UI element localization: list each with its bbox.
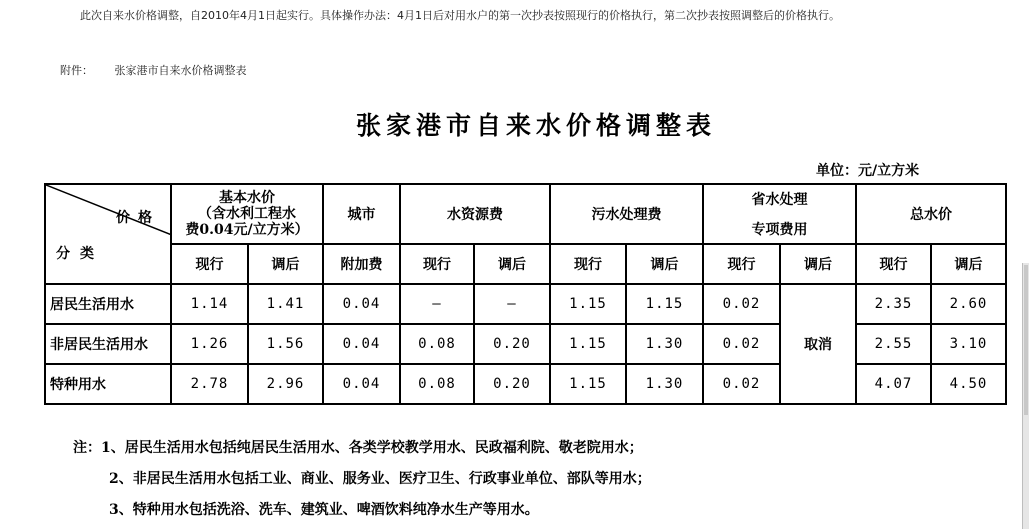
header-row-2 bbox=[45, 244, 1006, 284]
unit-label: 单位：元/立方米 bbox=[816, 163, 920, 179]
attachment-line bbox=[60, 62, 247, 78]
sewage-current-value: 1.15 bbox=[550, 324, 626, 364]
saving-fee-header-line2: 专项费用 bbox=[751, 222, 808, 238]
note-item: 3、特种用水包括洗浴、洗车、建筑业、啤酒饮料纯净水生产等用水。 bbox=[109, 502, 539, 518]
sewage-current-header: 现行 bbox=[550, 244, 626, 284]
diagonal-category-label: 分类 bbox=[56, 246, 104, 262]
sewage-adjusted-value: 1.30 bbox=[626, 364, 703, 404]
basic-current-value: 1.26 bbox=[171, 324, 248, 364]
scrollbar-thumb[interactable] bbox=[1024, 265, 1028, 415]
city-fee-value: 0.04 bbox=[323, 364, 400, 404]
resource-adjusted-header: 调后 bbox=[474, 244, 550, 284]
page-title: 张家港市自来水价格调整表 bbox=[356, 111, 717, 140]
basic-adjusted-header: 调后 bbox=[248, 244, 323, 284]
city-sub-header: 附加费 bbox=[323, 244, 400, 284]
saving-current-value: 0.02 bbox=[703, 284, 780, 324]
city-fee-value: 0.04 bbox=[323, 284, 400, 324]
notes bbox=[73, 437, 651, 530]
total-adjusted-value: 2.60 bbox=[931, 284, 1006, 324]
total-current-value: 4.07 bbox=[856, 364, 931, 404]
basic-price-header-line3: 费0.04元/立方米） bbox=[185, 222, 309, 238]
attachment-label: 附件： bbox=[60, 64, 93, 77]
intro-paragraph: 此次自来水价格调整，自2010年4月1日起实行。具体操作办法：4月1日后对用水户的第一次抄表按照现行的价格执行，第二次抄表按照调整后的价格执行。 bbox=[80, 9, 840, 22]
note-item: 2、非居民生活用水包括工业、商业、服务业、医疗卫生、行政事业单位、部队等用水； bbox=[109, 471, 651, 487]
diagonal-header-cell bbox=[45, 184, 171, 284]
basic-current-header: 现行 bbox=[171, 244, 248, 284]
table-row bbox=[45, 324, 1006, 364]
basic-adjusted-value: 1.56 bbox=[248, 324, 323, 364]
city-header: 城市 bbox=[323, 184, 400, 244]
price-table bbox=[44, 183, 1007, 405]
saving-adjusted-header: 调后 bbox=[780, 244, 856, 284]
resource-current-value: — bbox=[400, 284, 474, 324]
city-fee-value: 0.04 bbox=[323, 324, 400, 364]
vertical-scrollbar[interactable] bbox=[1022, 263, 1029, 529]
basic-price-header bbox=[171, 184, 323, 244]
saving-fee-header-line1: 省水处理 bbox=[751, 192, 808, 208]
table-row bbox=[45, 364, 1006, 404]
row-category: 居民生活用水 bbox=[45, 284, 171, 324]
total-adjusted-header: 调后 bbox=[931, 244, 1006, 284]
total-adjusted-value: 3.10 bbox=[931, 324, 1006, 364]
sewage-adjusted-value: 1.15 bbox=[626, 284, 703, 324]
total-current-header: 现行 bbox=[856, 244, 931, 284]
note-item: 注：1、居民生活用水包括纯居民生活用水、各类学校教学用水、民政福利院、敬老院用水； bbox=[73, 440, 643, 456]
header-row-1 bbox=[45, 184, 1006, 244]
basic-adjusted-value: 1.41 bbox=[248, 284, 323, 324]
row-category: 特种用水 bbox=[45, 364, 171, 404]
table-row bbox=[45, 284, 1006, 324]
total-current-value: 2.55 bbox=[856, 324, 931, 364]
basic-adjusted-value: 2.96 bbox=[248, 364, 323, 404]
resource-adjusted-value: — bbox=[474, 284, 550, 324]
saving-current-header: 现行 bbox=[703, 244, 780, 284]
total-adjusted-value: 4.50 bbox=[931, 364, 1006, 404]
saving-current-value: 0.02 bbox=[703, 364, 780, 404]
saving-current-value: 0.02 bbox=[703, 324, 780, 364]
total-current-value: 2.35 bbox=[856, 284, 931, 324]
resource-current-header: 现行 bbox=[400, 244, 474, 284]
sewage-fee-header: 污水处理费 bbox=[550, 184, 703, 244]
sewage-adjusted-header: 调后 bbox=[626, 244, 703, 284]
basic-current-value: 2.78 bbox=[171, 364, 248, 404]
attachment-name: 张家港市自来水价格调整表 bbox=[114, 64, 247, 77]
resource-current-value: 0.08 bbox=[400, 364, 474, 404]
saving-fee-header bbox=[703, 184, 856, 244]
basic-price-header-line2: （含水利工程水 bbox=[198, 206, 296, 222]
basic-price-header-line1: 基本水价 bbox=[219, 190, 275, 206]
sewage-current-value: 1.15 bbox=[550, 284, 626, 324]
resource-adjusted-value: 0.20 bbox=[474, 364, 550, 404]
basic-current-value: 1.14 bbox=[171, 284, 248, 324]
total-price-header: 总水价 bbox=[856, 184, 1006, 244]
resource-current-value: 0.08 bbox=[400, 324, 474, 364]
diagonal-line bbox=[46, 185, 172, 285]
resource-adjusted-value: 0.20 bbox=[474, 324, 550, 364]
resource-fee-header: 水资源费 bbox=[400, 184, 550, 244]
diagonal-price-label: 价格 bbox=[116, 210, 160, 226]
saving-adjusted-merged-cell: 取消 bbox=[780, 284, 856, 404]
sewage-adjusted-value: 1.30 bbox=[626, 324, 703, 364]
sewage-current-value: 1.15 bbox=[550, 364, 626, 404]
row-category: 非居民生活用水 bbox=[45, 324, 171, 364]
